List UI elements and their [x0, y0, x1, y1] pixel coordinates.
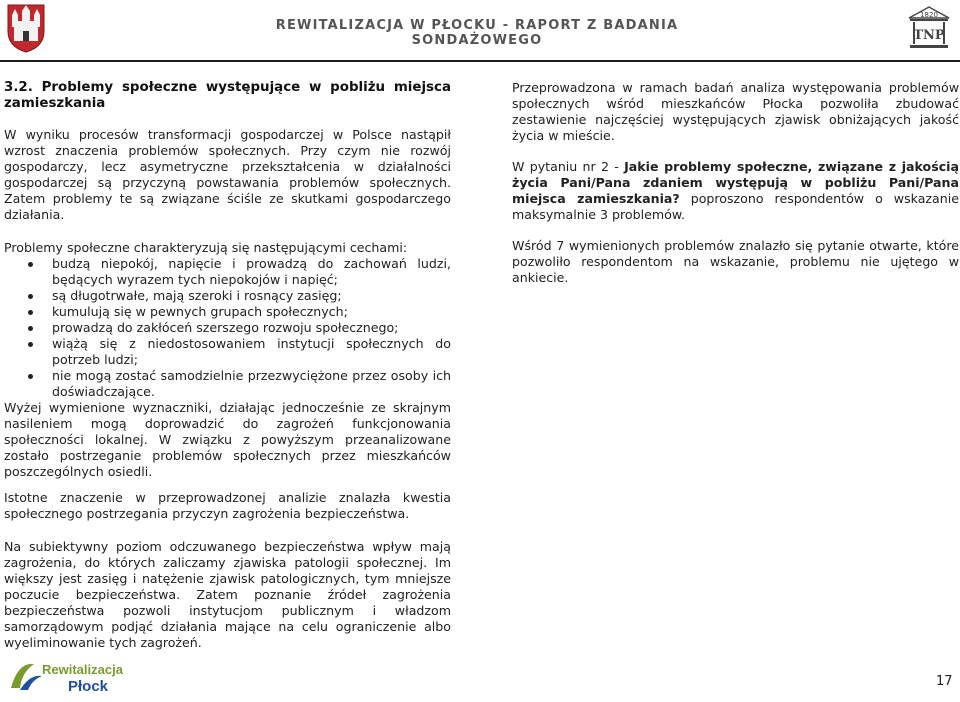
tnp-logo-abbr: TNP: [913, 28, 945, 43]
paragraph-determinants: Wyżej wymienione wyznaczniki, działając jednocześnie ze skrajnym nasileniem mogą doprowadzić do zagrożeń funkcjonowania społeczności lokalnej. W związku z powyższym przeanalizowane zostało postrzeganie problemów społecznych przez mieszkańców poszczególnych osiedli.: [4, 400, 451, 479]
right-column: [512, 80, 959, 286]
paragraph-question: [512, 159, 959, 223]
question-text: Jakie problemy społeczne, związane z jakością życia Pani/Pana zdaniem występują w pobliżu Pani/Pana miejsca zamieszkania?: [512, 159, 959, 206]
features-intro: Problemy społeczne charakteryzują się następującymi cechami:: [4, 240, 408, 255]
city-crest-icon: [6, 3, 46, 53]
section-heading: 3.2. Problemy społeczne występujące w pobliżu miejsca zamieszkania: [4, 80, 451, 111]
list-item: kumulują się w pewnych grupach społecznych;: [4, 304, 451, 320]
logo-text-line2: Płock: [68, 678, 109, 695]
list-item: są długotrwałe, mają szeroki i rosnący zasięg;: [4, 288, 451, 304]
logo-text-line1: Rewitalizacja: [42, 662, 123, 677]
tnp-logo-year: 1820: [920, 11, 938, 19]
rewitalizacja-plock-logo: [8, 658, 136, 696]
paragraph-problems-count: Wśród 7 wymienionych problemów znalazło się pytanie otwarte, które pozwoliło respondentom na wskazanie, problemu nie ujętego w ankiecie.: [512, 238, 959, 285]
header-divider: [0, 60, 960, 62]
tnp-logo: [905, 4, 953, 52]
list-item: prowadzą do zakłóceń szerszego rozwoju społecznego;: [4, 320, 451, 336]
list-item: wiążą się z niedostosowaniem instytucji społecznych do potrzeb ludzi;: [4, 336, 451, 368]
list-item: budzą niepokój, napięcie i prowadzą do zachowań ludzi, będących wyrazem tych niepokojów i napięć;: [4, 256, 451, 288]
page-number: 17: [936, 674, 953, 689]
paragraph-safety-threats: Na subiektywny poziom odczuwanego bezpieczeństwa wpływ mają zagrożenia, do których zaliczamy zjawiska patologii społecznej. Im większy jest zasięg i natężenie zjawisk patologicznych, tym mniejsze poczucie bezpieczeństwa. Zatem poznanie źródeł zagrożenia bezpieczeństwa pozwoli instytucjom publicznym i władzom samorządowym podjąć działania mające na celu ograniczenie albo wyeliminowanie tych zagrożeń.: [4, 539, 451, 650]
paragraph-safety-perception: Istotne znaczenie w przeprowadzonej analizie znalazła kwestia społecznego postrzegania przyczyn zagrożenia bezpieczeństwa.: [4, 490, 451, 521]
question-suffix: poproszono respondentów o wskazanie maksymalnie 3 problemów.: [512, 191, 959, 222]
question-prefix: W pytaniu nr 2 -: [512, 159, 625, 174]
paragraph-intro: W wyniku procesów transformacji gospodarczej w Polsce nastąpił wzrost znaczenia problemów społecznych. Przy czym nie rozwój gospodarczy, lecz asymetryczne przekształcenia w działalności gospodarczej są przyczyną powstawania problemów społecznych. Zatem problemy te są związane ściśle ze skutkami gospodarczego działania.: [4, 127, 451, 222]
report-header-title: REWITALIZACJA W PŁOCKU - RAPORT Z BADANIA SONDAŻOWEGO: [275, 18, 679, 48]
paragraph-analysis: Przeprowadzona w ramach badań analiza występowania problemów społecznych wśród mieszkańców Płocka pozwoliła zbudować zestawienie najczęściej występujących zjawisk obniżających jakość życia w mieście.: [512, 80, 959, 143]
left-column: [4, 80, 451, 480]
features-list: [4, 256, 451, 400]
list-item: nie mogą zostać samodzielnie przezwyciężone przez osoby ich doświadczające.: [4, 368, 451, 400]
